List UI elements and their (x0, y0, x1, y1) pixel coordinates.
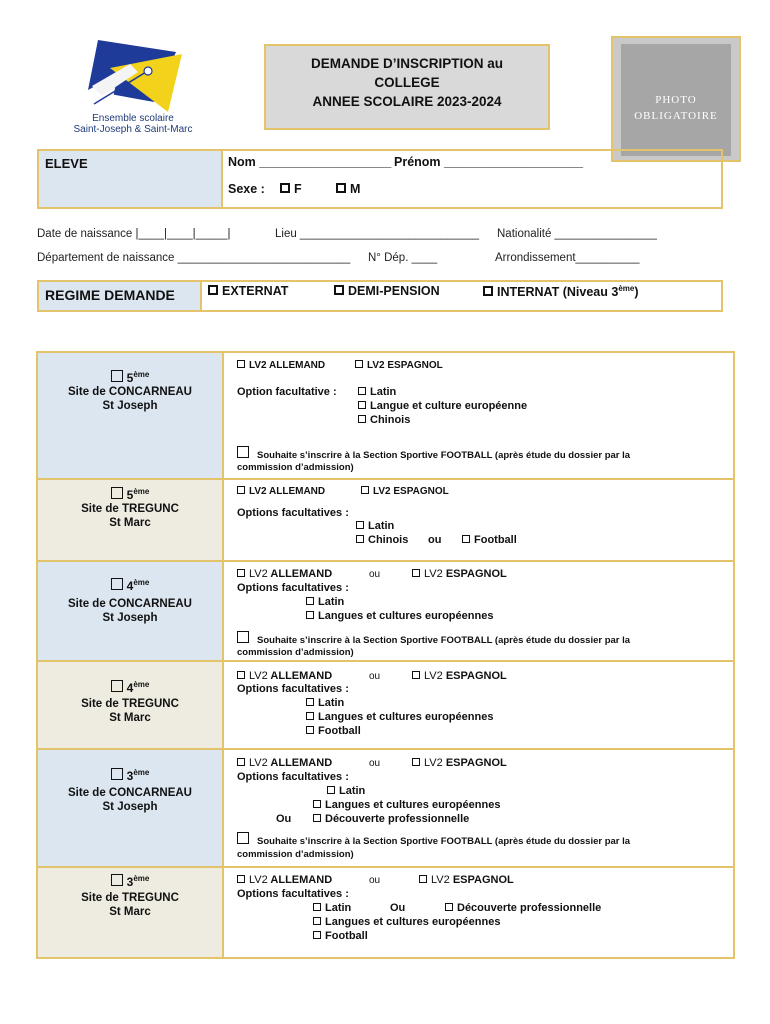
checkbox-icon[interactable] (358, 401, 366, 409)
checkbox-icon[interactable] (336, 183, 346, 193)
lv2-espagnol-option[interactable]: LV2 ESPAGNOL (412, 757, 507, 769)
regime-internat-label: INTERNAT (Niveau 3 (497, 285, 619, 300)
checkbox-icon[interactable] (419, 875, 427, 883)
level-3-option[interactable]: 3ème (38, 874, 222, 889)
checkbox-icon[interactable] (237, 360, 245, 368)
option-latin[interactable]: Latin (358, 386, 396, 398)
checkbox-icon[interactable] (237, 875, 245, 883)
checkbox-icon[interactable] (313, 800, 321, 808)
lv2-allemand-option[interactable]: LV2 ALLEMAND (237, 568, 332, 580)
eleve-label: ELEVE (45, 156, 88, 171)
checkbox-icon[interactable] (237, 758, 245, 766)
checkbox-icon[interactable] (306, 712, 314, 720)
school-name: St Joseph (102, 801, 158, 813)
prenom-field[interactable]: Prénom ____________________ (394, 155, 584, 169)
lv2-espagnol-option[interactable]: LV2 ESPAGNOL (355, 360, 443, 371)
checkbox-icon[interactable] (280, 183, 290, 193)
level-5-option[interactable]: 5ème (38, 487, 222, 502)
logo-text-line1: Ensemble scolaire (92, 113, 174, 124)
form-title-line1: DEMANDE D’INSCRIPTION au (310, 56, 503, 71)
ou-text: Ou (390, 902, 406, 914)
checkbox-icon[interactable] (306, 726, 314, 734)
lv2-espagnol-option[interactable]: LV2 ESPAGNOL (419, 874, 514, 886)
option-chinois[interactable]: Chinois (356, 534, 408, 546)
option-latin[interactable]: Latin (306, 697, 344, 709)
checkbox-icon[interactable] (313, 931, 321, 939)
checkbox-icon[interactable] (111, 768, 123, 780)
level-cell-4-concarneau (38, 562, 222, 662)
option-latin[interactable]: Latin (313, 902, 351, 914)
photo-placeholder (621, 44, 731, 156)
regime-externat-option[interactable] (208, 284, 288, 298)
checkbox-icon[interactable] (412, 758, 420, 766)
option-latin[interactable]: Latin (356, 520, 394, 532)
lv2-allemand-option[interactable]: LV2 ALLEMAND (237, 360, 325, 371)
sexe-f-label: F (294, 182, 302, 196)
divider (200, 282, 202, 310)
checkbox-icon[interactable] (483, 286, 493, 296)
checkbox-icon[interactable] (237, 832, 249, 844)
lieu-field[interactable]: Lieu ____________________________ (275, 228, 480, 240)
site-name: Site de CONCARNEAU (68, 787, 192, 799)
level-4-option[interactable]: 4ème (38, 578, 222, 593)
option-decouverte-pro[interactable]: Découverte professionnelle (313, 813, 469, 825)
departement-field[interactable]: Département de naissance ___________________________ (37, 252, 351, 264)
date-naissance-field[interactable]: Date de naissance |____|____|_____| (37, 228, 231, 240)
checkbox-icon[interactable] (313, 903, 321, 911)
ou-text: Ou (276, 813, 292, 825)
football-section-option[interactable]: Souhaite s’inscrire à la Section Sportive FOOTBALL (après étude du dossier par la (237, 631, 630, 646)
school-name: St Marc (109, 712, 151, 724)
checkbox-icon[interactable] (412, 671, 420, 679)
checkbox-icon[interactable] (412, 569, 420, 577)
nom-field[interactable]: Nom ___________________ (228, 155, 392, 169)
option-langues-cultures[interactable]: Langues et cultures européennes (313, 799, 500, 811)
checkbox-icon[interactable] (111, 370, 123, 382)
option-langues-cultures[interactable]: Langues et cultures européennes (306, 610, 493, 622)
checkbox-icon[interactable] (462, 535, 470, 543)
form-title-box (264, 44, 550, 130)
checkbox-icon[interactable] (306, 611, 314, 619)
checkbox-icon[interactable] (237, 446, 249, 458)
lv2-allemand-option[interactable]: LV2 ALLEMAND (237, 757, 332, 769)
lv2-allemand-option[interactable]: LV2 ALLEMAND (237, 874, 332, 886)
lv2-espagnol-option[interactable]: LV2 ESPAGNOL (361, 486, 449, 497)
regime-label: REGIME DEMANDE (45, 287, 175, 303)
football-section-note: commission d’admission) (237, 462, 354, 473)
checkbox-icon[interactable] (334, 285, 344, 295)
checkbox-icon[interactable] (313, 917, 321, 925)
checkbox-icon[interactable] (358, 387, 366, 395)
level-5-option[interactable]: 5ème (38, 370, 222, 385)
level-cell-3-concarneau (38, 750, 222, 868)
logo-text-line2: Saint-Joseph & Saint-Marc (73, 124, 193, 135)
option-chinois[interactable]: Chinois (358, 414, 410, 426)
football-section-option[interactable]: Souhaite s’inscrire à la Section Sportive FOOTBALL (après étude du dossier par la (237, 832, 630, 847)
option-langue-culture[interactable]: Langue et culture européenne (358, 400, 527, 412)
checkbox-icon[interactable] (237, 569, 245, 577)
regime-internat-option[interactable] (483, 284, 639, 299)
regime-demi-pension-option[interactable] (334, 284, 440, 298)
checkbox-icon[interactable] (237, 631, 249, 643)
photo-label-line1: PHOTO (655, 94, 697, 106)
checkbox-icon[interactable] (356, 521, 364, 529)
arrondissement-field[interactable]: Arrondissement__________ (495, 252, 640, 264)
option-label: Options facultatives : (237, 683, 349, 695)
checkbox-icon[interactable] (356, 535, 364, 543)
option-langues-cultures[interactable]: Langues et cultures européennes (306, 711, 493, 723)
numero-departement-field[interactable]: N° Dép. ____ (368, 252, 438, 264)
sexe-label: Sexe : (228, 182, 265, 196)
checkbox-icon[interactable] (237, 671, 245, 679)
site-name: Site de CONCARNEAU (68, 386, 192, 398)
level-cell-4-tregunc (38, 662, 222, 750)
sexe-m-option[interactable] (336, 182, 360, 196)
regime-label-cell (39, 282, 200, 310)
option-label: Options facultatives : (237, 507, 349, 519)
option-label: Options facultatives : (237, 582, 349, 594)
form-title-line2: COLLEGE (374, 75, 440, 90)
ou-text: ou (369, 671, 381, 682)
school-name: St Joseph (102, 612, 158, 624)
photo-box (611, 36, 741, 162)
football-section-note: commission d’admission) (237, 647, 354, 658)
lv2-espagnol-option[interactable]: LV2 ESPAGNOL (412, 568, 507, 580)
lv2-espagnol-option[interactable]: LV2 ESPAGNOL (412, 670, 507, 682)
sexe-f-option[interactable] (280, 182, 302, 196)
checkbox-icon[interactable] (313, 814, 321, 822)
ou-text: ou (369, 875, 381, 886)
level-3-option[interactable]: 3ème (38, 768, 222, 783)
football-section-note: commission d’admission) (237, 849, 354, 860)
level-cell-5-tregunc (38, 480, 222, 562)
checkbox-icon[interactable] (327, 786, 335, 794)
level-cell-5-concarneau (38, 353, 222, 480)
divider (221, 151, 223, 207)
form-title-line3: ANNEE SCOLAIRE 2023-2024 (312, 94, 502, 109)
site-name: Site de TREGUNC (81, 503, 179, 515)
photo-label-line2: OBLIGATOIRE (634, 110, 718, 122)
school-name: St Joseph (102, 400, 158, 412)
option-latin[interactable]: Latin (327, 785, 365, 797)
site-name: Site de TREGUNC (81, 892, 179, 904)
site-name: Site de CONCARNEAU (68, 598, 192, 610)
checkbox-icon[interactable] (237, 486, 245, 494)
nationalite-field[interactable]: Nationalité ________________ (497, 228, 657, 240)
option-latin[interactable]: Latin (306, 596, 344, 608)
level-cell-3-tregunc (38, 868, 222, 957)
checkbox-icon[interactable] (111, 578, 123, 590)
checkbox-icon[interactable] (361, 486, 369, 494)
ou-text: ou (369, 758, 381, 769)
school-name: St Marc (109, 906, 151, 918)
option-label: Option facultative : (237, 386, 337, 398)
checkbox-icon[interactable] (306, 698, 314, 706)
regime-internat-sup: ème (618, 284, 635, 293)
checkbox-icon[interactable] (208, 285, 218, 295)
lv2-allemand-option[interactable]: LV2 ALLEMAND (237, 486, 325, 497)
option-label: Options facultatives : (237, 888, 349, 900)
sexe-m-label: M (350, 182, 361, 196)
checkbox-icon[interactable] (111, 680, 123, 692)
option-decouverte-pro[interactable]: Découverte professionnelle (445, 902, 601, 914)
checkbox-icon[interactable] (306, 597, 314, 605)
regime-demi-pension-label: DEMI-PENSION (348, 284, 440, 298)
column-divider (222, 353, 224, 957)
ou-text: ou (369, 569, 381, 580)
option-football[interactable]: Football (306, 725, 361, 737)
regime-externat-label: EXTERNAT (222, 284, 289, 298)
school-name: St Marc (109, 517, 151, 529)
option-langues-cultures[interactable]: Langues et cultures européennes (313, 916, 500, 928)
checkbox-icon[interactable] (111, 874, 123, 886)
site-name: Site de TREGUNC (81, 698, 179, 710)
eleve-label-cell (39, 151, 221, 207)
checkbox-icon[interactable] (355, 360, 363, 368)
option-football[interactable]: Football (313, 930, 368, 942)
checkbox-icon[interactable] (358, 415, 366, 423)
football-section-option[interactable]: Souhaite s’inscrire à la Section Sportive FOOTBALL (après étude du dossier par la (237, 446, 630, 461)
ou-text: ou (428, 534, 442, 546)
regime-internat-end: ) (634, 285, 639, 300)
checkbox-icon[interactable] (111, 487, 123, 499)
option-football[interactable]: Football (462, 534, 517, 546)
lv2-allemand-option[interactable]: LV2 ALLEMAND (237, 670, 332, 682)
level-4-option[interactable]: 4ème (38, 680, 222, 695)
checkbox-icon[interactable] (445, 903, 453, 911)
option-label: Options facultatives : (237, 771, 349, 783)
